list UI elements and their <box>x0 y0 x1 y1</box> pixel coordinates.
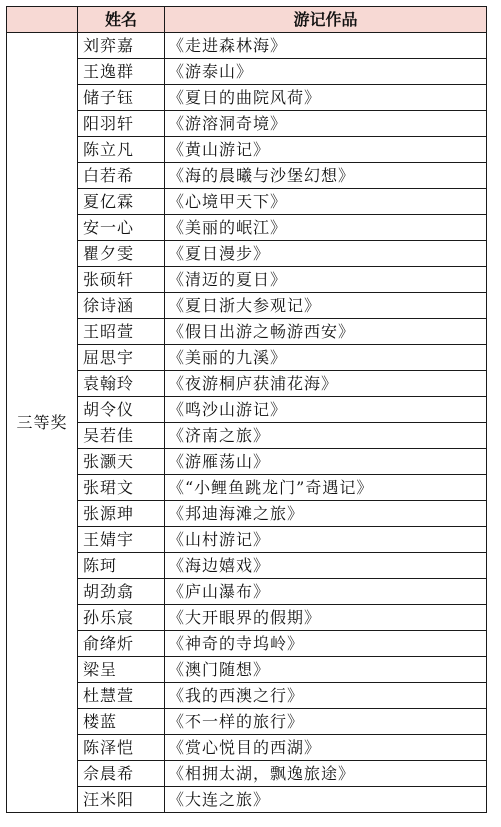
work-title-cell: 《夜游桐庐获浦花海》 <box>165 371 487 397</box>
work-title-cell: 《美丽的九溪》 <box>165 345 487 371</box>
student-name-cell: 储子钰 <box>78 85 165 111</box>
work-title-cell: 《大开眼界的假期》 <box>165 605 487 631</box>
table-row <box>7 683 487 709</box>
header-work: 游记作品 <box>165 7 487 33</box>
student-name-cell: 陈珂 <box>78 553 165 579</box>
student-name-cell: 阳羽轩 <box>78 111 165 137</box>
table-row <box>7 761 487 787</box>
table-row <box>7 501 487 527</box>
student-name-cell: 张珺文 <box>78 475 165 501</box>
work-title-cell: 《海边嬉戏》 <box>165 553 487 579</box>
header-name: 姓名 <box>78 7 165 33</box>
student-name-cell: 屈思宇 <box>78 345 165 371</box>
table-row <box>7 735 487 761</box>
work-title-cell: 《夏日漫步》 <box>165 241 487 267</box>
work-title-cell: 《美丽的岷江》 <box>165 215 487 241</box>
work-title-cell: 《清迈的夏日》 <box>165 267 487 293</box>
work-title-cell: 《“小鲤鱼跳龙门”奇遇记》 <box>165 475 487 501</box>
header-award <box>7 7 78 33</box>
work-title-cell: 《鸣沙山游记》 <box>165 397 487 423</box>
table-row <box>7 215 487 241</box>
work-title-cell: 《大连之旅》 <box>165 787 487 813</box>
work-title-cell: 《走进森林海》 <box>165 33 487 59</box>
table-row <box>7 293 487 319</box>
table-row <box>7 33 487 59</box>
table-row <box>7 59 487 85</box>
work-title-cell: 《假日出游之畅游西安》 <box>165 319 487 345</box>
student-name-cell: 张灏天 <box>78 449 165 475</box>
work-title-cell: 《济南之旅》 <box>165 423 487 449</box>
award-level-cell: 三等奖 <box>7 33 78 813</box>
student-name-cell: 王婧宇 <box>78 527 165 553</box>
table-row <box>7 553 487 579</box>
student-name-cell: 王逸群 <box>78 59 165 85</box>
student-name-cell: 安一心 <box>78 215 165 241</box>
student-name-cell: 瞿夕雯 <box>78 241 165 267</box>
student-name-cell: 陈泽恺 <box>78 735 165 761</box>
work-title-cell: 《澳门随想》 <box>165 657 487 683</box>
award-table <box>6 6 487 813</box>
work-title-cell: 《游溶洞奇境》 <box>165 111 487 137</box>
table-row <box>7 449 487 475</box>
work-title-cell: 《赏心悦目的西湖》 <box>165 735 487 761</box>
student-name-cell: 梁呈 <box>78 657 165 683</box>
student-name-cell: 刘弈嘉 <box>78 33 165 59</box>
work-title-cell: 《我的西澳之行》 <box>165 683 487 709</box>
work-title-cell: 《夏日浙大参观记》 <box>165 293 487 319</box>
table-row <box>7 137 487 163</box>
student-name-cell: 胡令仪 <box>78 397 165 423</box>
table-row <box>7 267 487 293</box>
table-row <box>7 709 487 735</box>
student-name-cell: 夏亿霖 <box>78 189 165 215</box>
table-row <box>7 631 487 657</box>
student-name-cell: 吴若佳 <box>78 423 165 449</box>
table-row <box>7 111 487 137</box>
table-row <box>7 163 487 189</box>
table-row <box>7 319 487 345</box>
work-title-cell: 《神奇的寺坞岭》 <box>165 631 487 657</box>
table-body <box>7 33 487 813</box>
work-title-cell: 《不一样的旅行》 <box>165 709 487 735</box>
work-title-cell: 《庐山瀑布》 <box>165 579 487 605</box>
student-name-cell: 王昭萱 <box>78 319 165 345</box>
table-row <box>7 345 487 371</box>
student-name-cell: 杜慧萱 <box>78 683 165 709</box>
table-row <box>7 397 487 423</box>
student-name-cell: 胡劲翕 <box>78 579 165 605</box>
table-row <box>7 189 487 215</box>
table-row <box>7 787 487 813</box>
work-title-cell: 《相拥太湖，飘逸旅途》 <box>165 761 487 787</box>
work-title-cell: 《游雁荡山》 <box>165 449 487 475</box>
table-row <box>7 527 487 553</box>
header-row <box>7 7 487 33</box>
student-name-cell: 徐诗涵 <box>78 293 165 319</box>
work-title-cell: 《山村游记》 <box>165 527 487 553</box>
student-name-cell: 张源珅 <box>78 501 165 527</box>
table-row <box>7 241 487 267</box>
table-row <box>7 85 487 111</box>
student-name-cell: 楼蓝 <box>78 709 165 735</box>
table-row <box>7 475 487 501</box>
student-name-cell: 白若希 <box>78 163 165 189</box>
work-title-cell: 《邦迪海滩之旅》 <box>165 501 487 527</box>
table-row <box>7 423 487 449</box>
student-name-cell: 孙乐宸 <box>78 605 165 631</box>
student-name-cell: 俞绛炘 <box>78 631 165 657</box>
table-row <box>7 371 487 397</box>
work-title-cell: 《黄山游记》 <box>165 137 487 163</box>
work-title-cell: 《海的晨曦与沙堡幻想》 <box>165 163 487 189</box>
table-row <box>7 605 487 631</box>
work-title-cell: 《游泰山》 <box>165 59 487 85</box>
table-row <box>7 579 487 605</box>
table-row <box>7 657 487 683</box>
work-title-cell: 《夏日的曲院风荷》 <box>165 85 487 111</box>
work-title-cell: 《心境甲天下》 <box>165 189 487 215</box>
student-name-cell: 袁翰玲 <box>78 371 165 397</box>
student-name-cell: 佘晨希 <box>78 761 165 787</box>
student-name-cell: 张硕轩 <box>78 267 165 293</box>
student-name-cell: 陈立凡 <box>78 137 165 163</box>
student-name-cell: 汪米阳 <box>78 787 165 813</box>
